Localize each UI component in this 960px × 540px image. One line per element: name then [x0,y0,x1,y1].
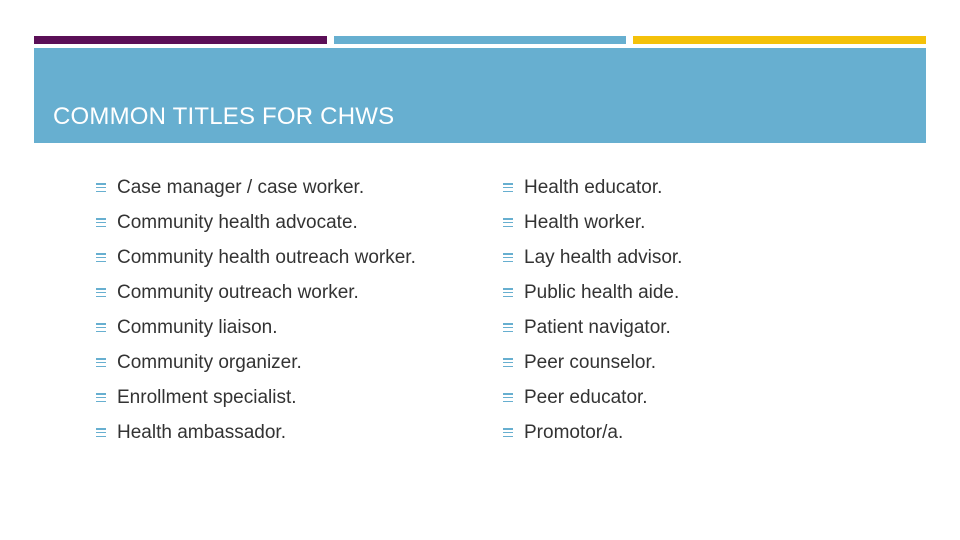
bullet-icon [503,288,513,297]
list-item: Community health advocate. [96,205,416,240]
list-item: Lay health advisor. [503,240,682,275]
bullet-icon [96,288,106,297]
list-item: Health ambassador. [96,415,416,450]
list-item: Peer educator. [503,380,682,415]
bullet-icon [96,393,106,402]
bullet-icon [503,183,513,192]
bullet-icon [503,218,513,227]
accent-bar-yellow [633,36,926,44]
list-item: Promotor/a. [503,415,682,450]
bullet-icon [96,323,106,332]
list-item: Peer counselor. [503,345,682,380]
list-item: Case manager / case worker. [96,170,416,205]
left-bullet-list [96,170,416,450]
list-item: Public health aide. [503,275,682,310]
list-item: Patient navigator. [503,310,682,345]
bullet-icon [96,253,106,262]
bullet-icon [503,393,513,402]
list-item: Enrollment specialist. [96,380,416,415]
bullet-icon [96,183,106,192]
slide-title: COMMON TITLES FOR CHWS [53,103,395,130]
list-item: Health worker. [503,205,682,240]
bullet-icon [503,323,513,332]
list-item: Community outreach worker. [96,275,416,310]
list-item: Health educator. [503,170,682,205]
accent-bar-blue [334,36,626,44]
bullet-icon [96,218,106,227]
list-item: Community organizer. [96,345,416,380]
bullet-icon [96,358,106,367]
accent-bar-purple [34,36,327,44]
list-item: Community liaison. [96,310,416,345]
right-bullet-list [503,170,682,450]
bullet-icon [96,428,106,437]
bullet-icon [503,358,513,367]
bullet-icon [503,428,513,437]
list-item: Community health outreach worker. [96,240,416,275]
bullet-icon [503,253,513,262]
title-band [34,48,926,143]
